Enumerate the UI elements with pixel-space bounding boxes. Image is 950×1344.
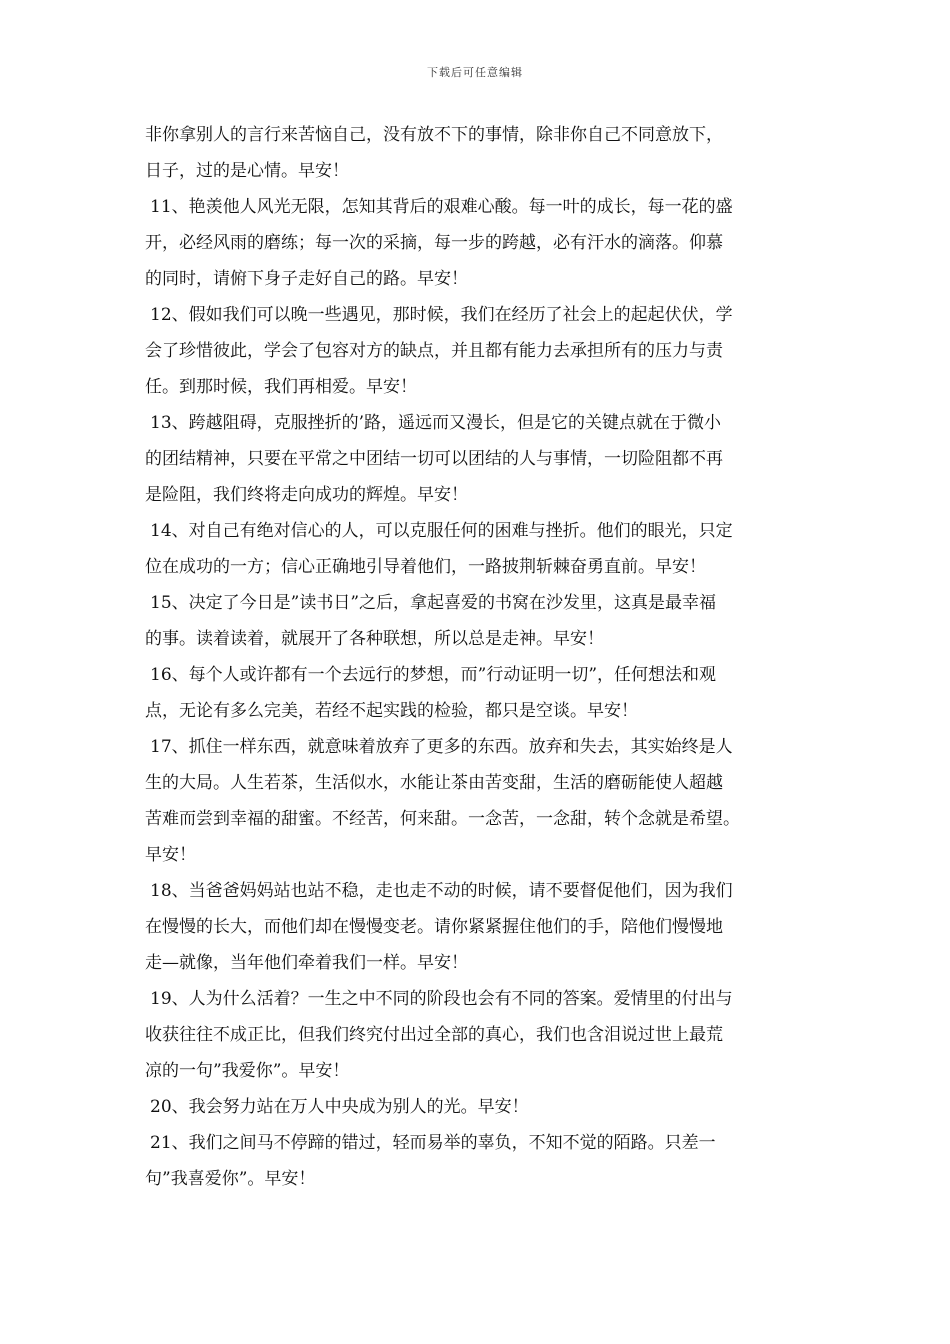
text-line: 11、艳羡他人风光无限，怎知其背后的艰难心酸。每一叶的成长，每一花的盛: [150, 197, 733, 217]
text-line: 15、决定了今日是”读书日”之后，拿起喜爱的书窝在沙发里，这真是最幸福: [150, 593, 717, 613]
text-line: 生的大局。人生若茶，生活似水，水能让茶由苦变甜，生活的磨砺能使人超越: [145, 773, 723, 793]
text-line: 苦难而尝到幸福的甜蜜。不经苦，何来甜。一念苦，一念甜，转个念就是希望。: [145, 809, 740, 829]
text-line: 18、当爸爸妈妈站也站不稳，走也走不动的时候，请不要督促他们，因为我们: [150, 881, 733, 901]
text-line: 在慢慢的长大，而他们却在慢慢变老。请你紧紧握住他们的手，陪他们慢慢地: [145, 917, 723, 937]
text-line: 非你拿别人的言行来苦恼自己，没有放不下的事情，除非你自己不同意放下，: [145, 125, 723, 145]
text-line: 12、假如我们可以晚一些遇见，那时候，我们在经历了社会上的起起伏伏，学: [150, 305, 733, 325]
text-line: 20、我会努力站在万人中央成为别人的光。早安！: [150, 1097, 529, 1117]
text-line: 19、人为什么活着？一生之中不同的阶段也会有不同的答案。爱情里的付出与: [150, 989, 733, 1009]
text-line: 位在成功的一方；信心正确地引导着他们，一路披荆斩棘奋勇直前。早安！: [145, 557, 706, 577]
page-header: 下载后可任意编辑: [427, 66, 523, 79]
text-line: 是险阻，我们终将走向成功的辉煌。早安！: [145, 485, 468, 505]
document-body: [145, 117, 815, 1197]
text-line: 走—就像，当年他们牵着我们一样。早安！: [145, 953, 468, 973]
text-line: 21、我们之间马不停蹄的错过，轻而易举的辜负，不知不觉的陌路。只差一: [150, 1133, 716, 1153]
text-line: 16、每个人或许都有一个去远行的梦想，而”行动证明一切”，任何想法和观: [150, 665, 717, 685]
text-line: 14、对自己有绝对信心的人，可以克服任何的困难与挫折。他们的眼光，只定: [150, 521, 733, 541]
text-line: 早安！: [145, 845, 196, 865]
text-line: 收获往往不成正比，但我们终究付出过全部的真心，我们也含泪说过世上最荒: [145, 1025, 723, 1045]
text-line: 日子，过的是心情。早安！: [145, 161, 349, 181]
text-line: 凉的一句”我爱你”。早安！: [145, 1061, 350, 1081]
text-line: 会了珍惜彼此，学会了包容对方的缺点，并且都有能力去承担所有的压力与责: [145, 341, 723, 361]
text-line: 句”我喜爱你”。早安！: [145, 1169, 316, 1189]
text-line: 的团结精神，只要在平常之中团结一切可以团结的人与事情，一切险阻都不再: [145, 449, 723, 469]
text-line: 13、跨越阻碍，克服挫折的’路，遥远而又漫长，但是它的关键点就在于微小: [150, 413, 722, 433]
text-line: 的事。读着读着，就展开了各种联想，所以总是走神。早安！: [145, 629, 604, 649]
text-line: 的同时，请俯下身子走好自己的路。早安！: [145, 269, 468, 289]
text-line: 任。到那时候，我们再相爱。早安！: [145, 377, 417, 397]
text-line: 开，必经风雨的磨练；每一次的采摘，每一步的跨越，必有汗水的滴落。仰慕: [145, 233, 723, 253]
text-line: 17、抓住一样东西，就意味着放弃了更多的东西。放弃和失去，其实始终是人: [150, 737, 733, 757]
text-line: 点，无论有多么完美，若经不起实践的检验，都只是空谈。早安！: [145, 701, 638, 721]
